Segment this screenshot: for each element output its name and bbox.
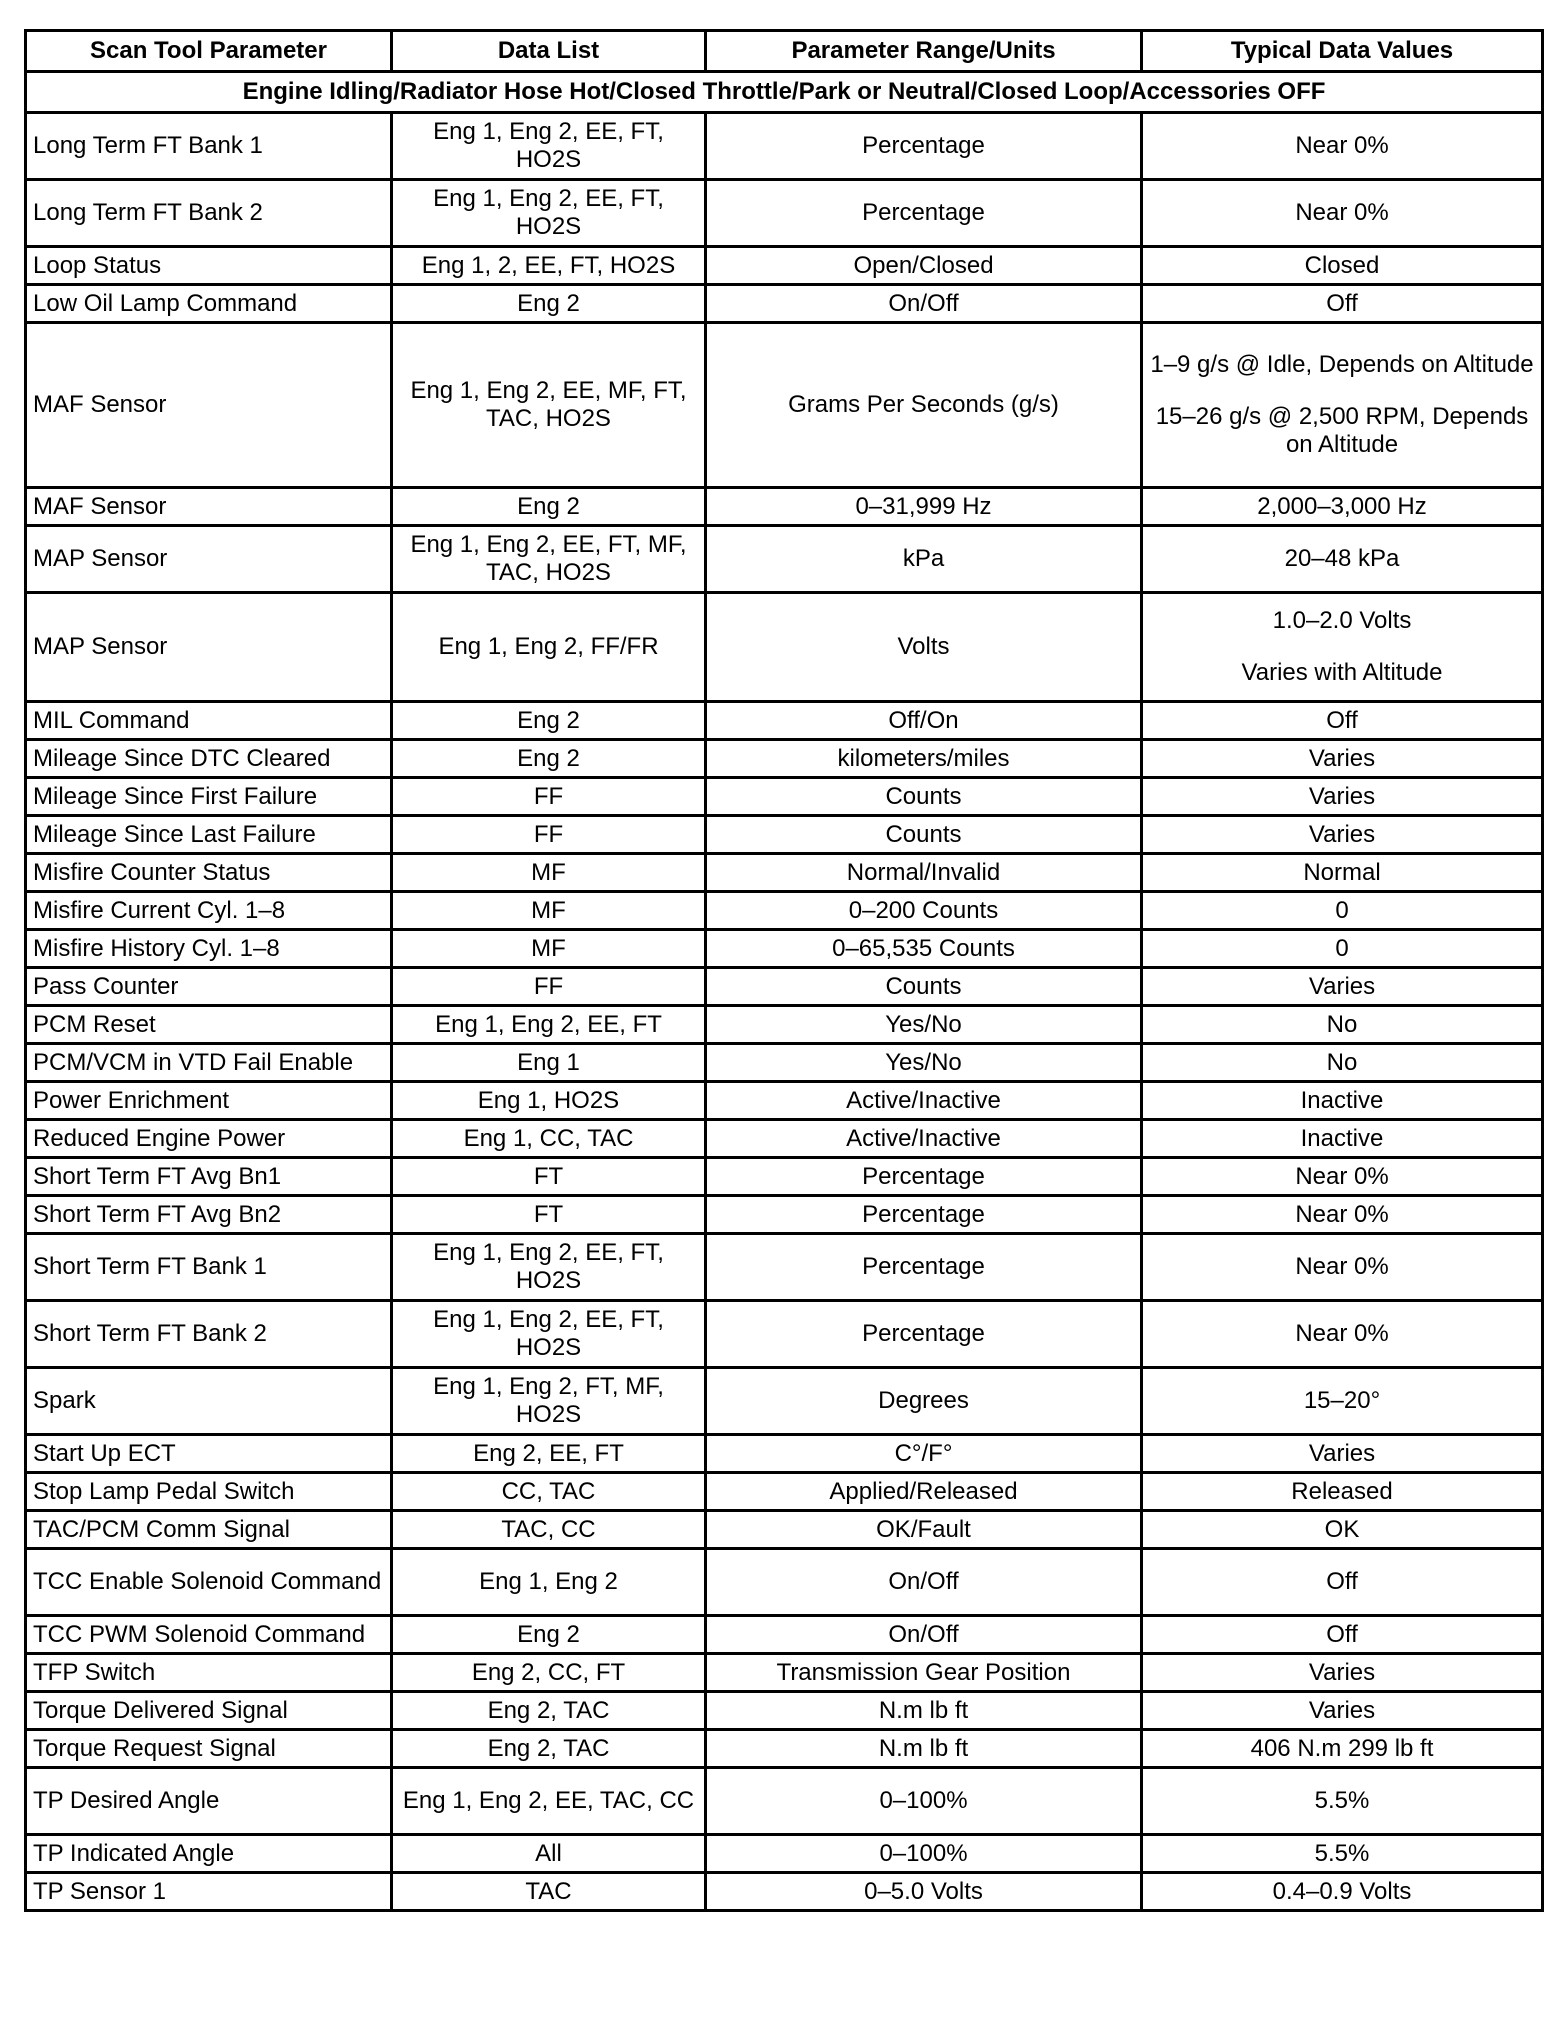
table-row: [26, 740, 1543, 778]
table-row: [26, 323, 1543, 488]
table-row: [26, 113, 1543, 180]
typical-value-cell: Near 0%: [1142, 180, 1543, 247]
typical-value-cell: Off: [1142, 285, 1543, 323]
parameter-cell: Mileage Since First Failure: [26, 778, 392, 816]
data-list-cell: Eng 1, Eng 2, EE, FT, HO2S: [392, 1234, 706, 1301]
column-header-typical-values: Typical Data Values: [1142, 31, 1543, 72]
typical-value-cell: 5.5%: [1142, 1835, 1543, 1873]
range-units-cell: Yes/No: [706, 1006, 1142, 1044]
typical-value-line: Varies with Altitude: [1241, 659, 1443, 686]
typical-value-cell: 406 N.m 299 lb ft: [1142, 1730, 1543, 1768]
data-list-cell: FF: [392, 816, 706, 854]
typical-value-cell: 20–48 kPa: [1142, 526, 1543, 593]
range-units-cell: Percentage: [706, 1196, 1142, 1234]
data-list-cell: FF: [392, 968, 706, 1006]
data-list-cell: Eng 2: [392, 702, 706, 740]
typical-value-cell: Varies: [1142, 1435, 1543, 1473]
range-units-cell: 0–5.0 Volts: [706, 1873, 1142, 1911]
range-units-cell: 0–31,999 Hz: [706, 488, 1142, 526]
typical-value-cell: Varies: [1142, 778, 1543, 816]
typical-value-cell: Varies: [1142, 816, 1543, 854]
spacer: [1149, 379, 1535, 403]
typical-value-cell: 15–20°: [1142, 1368, 1543, 1435]
parameter-cell: Long Term FT Bank 1: [26, 113, 392, 180]
typical-value-line: 1.0–2.0 Volts: [1272, 607, 1412, 634]
data-list-cell: Eng 2: [392, 1616, 706, 1654]
parameter-cell: Loop Status: [26, 247, 392, 285]
parameter-cell: MAF Sensor: [26, 323, 392, 488]
header-row: [26, 31, 1543, 72]
typical-value-cell: Off: [1142, 1616, 1543, 1654]
column-header-parameter: Scan Tool Parameter: [26, 31, 392, 72]
table-row: [26, 247, 1543, 285]
table-row: [26, 968, 1543, 1006]
range-units-cell: Percentage: [706, 180, 1142, 247]
table-row: [26, 1196, 1543, 1234]
parameter-cell: MAF Sensor: [26, 488, 392, 526]
range-units-cell: Active/Inactive: [706, 1120, 1142, 1158]
parameter-cell: MAP Sensor: [26, 593, 392, 702]
typical-value-cell: Released: [1142, 1473, 1543, 1511]
spacer: [1149, 635, 1535, 659]
data-list-cell: Eng 2, TAC: [392, 1692, 706, 1730]
typical-value-cell: [1142, 593, 1543, 702]
typical-value-line: 1–9 g/s @ Idle, Depends on Altitude: [1150, 351, 1534, 378]
range-units-cell: Counts: [706, 778, 1142, 816]
data-list-cell: Eng 1, 2, EE, FT, HO2S: [392, 247, 706, 285]
data-list-cell: Eng 2, EE, FT: [392, 1435, 706, 1473]
data-list-cell: Eng 2: [392, 740, 706, 778]
range-units-cell: Yes/No: [706, 1044, 1142, 1082]
typical-value-cell: Varies: [1142, 1692, 1543, 1730]
typical-value-cell: Near 0%: [1142, 1234, 1543, 1301]
table-row: [26, 1234, 1543, 1301]
data-list-cell: FF: [392, 778, 706, 816]
parameter-cell: Misfire Current Cyl. 1–8: [26, 892, 392, 930]
range-units-cell: 0–200 Counts: [706, 892, 1142, 930]
table-row: [26, 1473, 1543, 1511]
parameter-cell: TFP Switch: [26, 1654, 392, 1692]
table-row: [26, 1435, 1543, 1473]
data-list-cell: Eng 1, Eng 2, EE, MF, FT, TAC, HO2S: [392, 323, 706, 488]
parameter-cell: Misfire Counter Status: [26, 854, 392, 892]
data-list-cell: FT: [392, 1158, 706, 1196]
table-row: [26, 702, 1543, 740]
data-list-cell: Eng 1, Eng 2, EE, FT, MF, TAC, HO2S: [392, 526, 706, 593]
range-units-cell: Off/On: [706, 702, 1142, 740]
range-units-cell: C°/F°: [706, 1435, 1142, 1473]
table-row: [26, 488, 1543, 526]
range-units-cell: 0–65,535 Counts: [706, 930, 1142, 968]
typical-value-cell: 5.5%: [1142, 1768, 1543, 1835]
parameter-cell: Pass Counter: [26, 968, 392, 1006]
data-list-cell: Eng 1, CC, TAC: [392, 1120, 706, 1158]
range-units-cell: Percentage: [706, 1234, 1142, 1301]
parameter-cell: MIL Command: [26, 702, 392, 740]
data-list-cell: TAC: [392, 1873, 706, 1911]
data-list-cell: TAC, CC: [392, 1511, 706, 1549]
data-list-cell: FT: [392, 1196, 706, 1234]
typical-value-cell: Closed: [1142, 247, 1543, 285]
range-units-cell: kPa: [706, 526, 1142, 593]
range-units-cell: Percentage: [706, 113, 1142, 180]
table-row: [26, 1082, 1543, 1120]
data-list-cell: Eng 1, Eng 2, EE, FT, HO2S: [392, 1301, 706, 1368]
parameter-cell: Short Term FT Bank 1: [26, 1234, 392, 1301]
parameter-cell: TP Indicated Angle: [26, 1835, 392, 1873]
table-row: [26, 1730, 1543, 1768]
parameter-cell: Short Term FT Avg Bn2: [26, 1196, 392, 1234]
parameter-cell: TCC PWM Solenoid Command: [26, 1616, 392, 1654]
parameter-cell: Short Term FT Bank 2: [26, 1301, 392, 1368]
typical-value-cell: 0: [1142, 892, 1543, 930]
data-list-cell: All: [392, 1835, 706, 1873]
table-row: [26, 1692, 1543, 1730]
range-units-cell: Degrees: [706, 1368, 1142, 1435]
parameter-cell: TP Sensor 1: [26, 1873, 392, 1911]
typical-value-cell: Near 0%: [1142, 1301, 1543, 1368]
table-row: [26, 1549, 1543, 1616]
typical-value-cell: Inactive: [1142, 1120, 1543, 1158]
parameter-cell: Stop Lamp Pedal Switch: [26, 1473, 392, 1511]
typical-value-cell: No: [1142, 1006, 1543, 1044]
range-units-cell: Volts: [706, 593, 1142, 702]
parameter-cell: Short Term FT Avg Bn1: [26, 1158, 392, 1196]
data-list-cell: Eng 1, Eng 2, EE, TAC, CC: [392, 1768, 706, 1835]
range-units-cell: On/Off: [706, 1616, 1142, 1654]
data-list-cell: Eng 2, CC, FT: [392, 1654, 706, 1692]
range-units-cell: Counts: [706, 816, 1142, 854]
typical-value-cell: Off: [1142, 1549, 1543, 1616]
data-list-cell: Eng 1, Eng 2, FF/FR: [392, 593, 706, 702]
data-list-cell: CC, TAC: [392, 1473, 706, 1511]
parameter-cell: Reduced Engine Power: [26, 1120, 392, 1158]
data-list-cell: Eng 1, Eng 2, EE, FT: [392, 1006, 706, 1044]
table-row: [26, 1873, 1543, 1911]
range-units-cell: Grams Per Seconds (g/s): [706, 323, 1142, 488]
condition-row: [26, 72, 1543, 113]
parameter-cell: Spark: [26, 1368, 392, 1435]
data-list-cell: Eng 1, HO2S: [392, 1082, 706, 1120]
column-header-range-units: Parameter Range/Units: [706, 31, 1142, 72]
range-units-cell: OK/Fault: [706, 1511, 1142, 1549]
table-row: [26, 892, 1543, 930]
table-row: [26, 593, 1543, 702]
range-units-cell: 0–100%: [706, 1768, 1142, 1835]
parameter-cell: MAP Sensor: [26, 526, 392, 593]
typical-value-cell: Near 0%: [1142, 113, 1543, 180]
table-row: [26, 1158, 1543, 1196]
range-units-cell: Open/Closed: [706, 247, 1142, 285]
table-row: [26, 1044, 1543, 1082]
data-list-cell: Eng 1, Eng 2: [392, 1549, 706, 1616]
range-units-cell: kilometers/miles: [706, 740, 1142, 778]
table-row: [26, 1301, 1543, 1368]
parameter-cell: Low Oil Lamp Command: [26, 285, 392, 323]
typical-value-cell: No: [1142, 1044, 1543, 1082]
table-row: [26, 526, 1543, 593]
range-units-cell: 0–100%: [706, 1835, 1142, 1873]
operating-condition: Engine Idling/Radiator Hose Hot/Closed Throttle/Park or Neutral/Closed Loop/Accessories OFF: [26, 72, 1543, 113]
parameter-cell: TCC Enable Solenoid Command: [26, 1549, 392, 1616]
typical-value-cell: Varies: [1142, 1654, 1543, 1692]
typical-value-cell: [1142, 323, 1543, 488]
typical-value-line: 15–26 g/s @ 2,500 RPM, Depends on Altitude: [1155, 403, 1529, 458]
range-units-cell: Percentage: [706, 1158, 1142, 1196]
table-row: [26, 1654, 1543, 1692]
parameter-cell: TAC/PCM Comm Signal: [26, 1511, 392, 1549]
typical-value-cell: 0.4–0.9 Volts: [1142, 1873, 1543, 1911]
table-row: [26, 180, 1543, 247]
typical-value-cell: Inactive: [1142, 1082, 1543, 1120]
data-list-cell: Eng 1, Eng 2, FT, MF, HO2S: [392, 1368, 706, 1435]
table-body: [26, 113, 1543, 1911]
typical-value-cell: Off: [1142, 702, 1543, 740]
parameter-cell: Long Term FT Bank 2: [26, 180, 392, 247]
parameter-cell: Mileage Since DTC Cleared: [26, 740, 392, 778]
typical-value-cell: Varies: [1142, 740, 1543, 778]
parameter-cell: Mileage Since Last Failure: [26, 816, 392, 854]
data-list-cell: MF: [392, 892, 706, 930]
parameter-cell: PCM/VCM in VTD Fail Enable: [26, 1044, 392, 1082]
range-units-cell: N.m lb ft: [706, 1730, 1142, 1768]
range-units-cell: N.m lb ft: [706, 1692, 1142, 1730]
data-list-cell: MF: [392, 854, 706, 892]
table-row: [26, 1768, 1543, 1835]
data-list-cell: Eng 1, Eng 2, EE, FT, HO2S: [392, 113, 706, 180]
data-list-cell: Eng 2: [392, 285, 706, 323]
typical-value-cell: Normal: [1142, 854, 1543, 892]
table-row: [26, 778, 1543, 816]
range-units-cell: On/Off: [706, 285, 1142, 323]
data-list-cell: Eng 2, TAC: [392, 1730, 706, 1768]
parameter-cell: Torque Delivered Signal: [26, 1692, 392, 1730]
table-row: [26, 1835, 1543, 1873]
parameter-cell: Start Up ECT: [26, 1435, 392, 1473]
range-units-cell: On/Off: [706, 1549, 1142, 1616]
table-row: [26, 930, 1543, 968]
table-row: [26, 854, 1543, 892]
typical-value-cell: 0: [1142, 930, 1543, 968]
range-units-cell: Percentage: [706, 1301, 1142, 1368]
typical-value-cell: Varies: [1142, 968, 1543, 1006]
parameter-cell: Power Enrichment: [26, 1082, 392, 1120]
table-row: [26, 285, 1543, 323]
parameter-cell: PCM Reset: [26, 1006, 392, 1044]
scan-tool-data-table: [24, 29, 1544, 1912]
table-row: [26, 816, 1543, 854]
table-row: [26, 1616, 1543, 1654]
typical-value-cell: Near 0%: [1142, 1158, 1543, 1196]
range-units-cell: Transmission Gear Position: [706, 1654, 1142, 1692]
table-row: [26, 1120, 1543, 1158]
table-row: [26, 1368, 1543, 1435]
data-list-cell: MF: [392, 930, 706, 968]
data-list-cell: Eng 1, Eng 2, EE, FT, HO2S: [392, 180, 706, 247]
data-list-cell: Eng 1: [392, 1044, 706, 1082]
parameter-cell: Misfire History Cyl. 1–8: [26, 930, 392, 968]
typical-value-cell: OK: [1142, 1511, 1543, 1549]
parameter-cell: Torque Request Signal: [26, 1730, 392, 1768]
range-units-cell: Normal/Invalid: [706, 854, 1142, 892]
table-row: [26, 1511, 1543, 1549]
range-units-cell: Applied/Released: [706, 1473, 1142, 1511]
typical-value-cell: Near 0%: [1142, 1196, 1543, 1234]
range-units-cell: Active/Inactive: [706, 1082, 1142, 1120]
typical-value-cell: 2,000–3,000 Hz: [1142, 488, 1543, 526]
column-header-data-list: Data List: [392, 31, 706, 72]
document-page: [24, 29, 1541, 1912]
parameter-cell: TP Desired Angle: [26, 1768, 392, 1835]
data-list-cell: Eng 2: [392, 488, 706, 526]
table-row: [26, 1006, 1543, 1044]
range-units-cell: Counts: [706, 968, 1142, 1006]
